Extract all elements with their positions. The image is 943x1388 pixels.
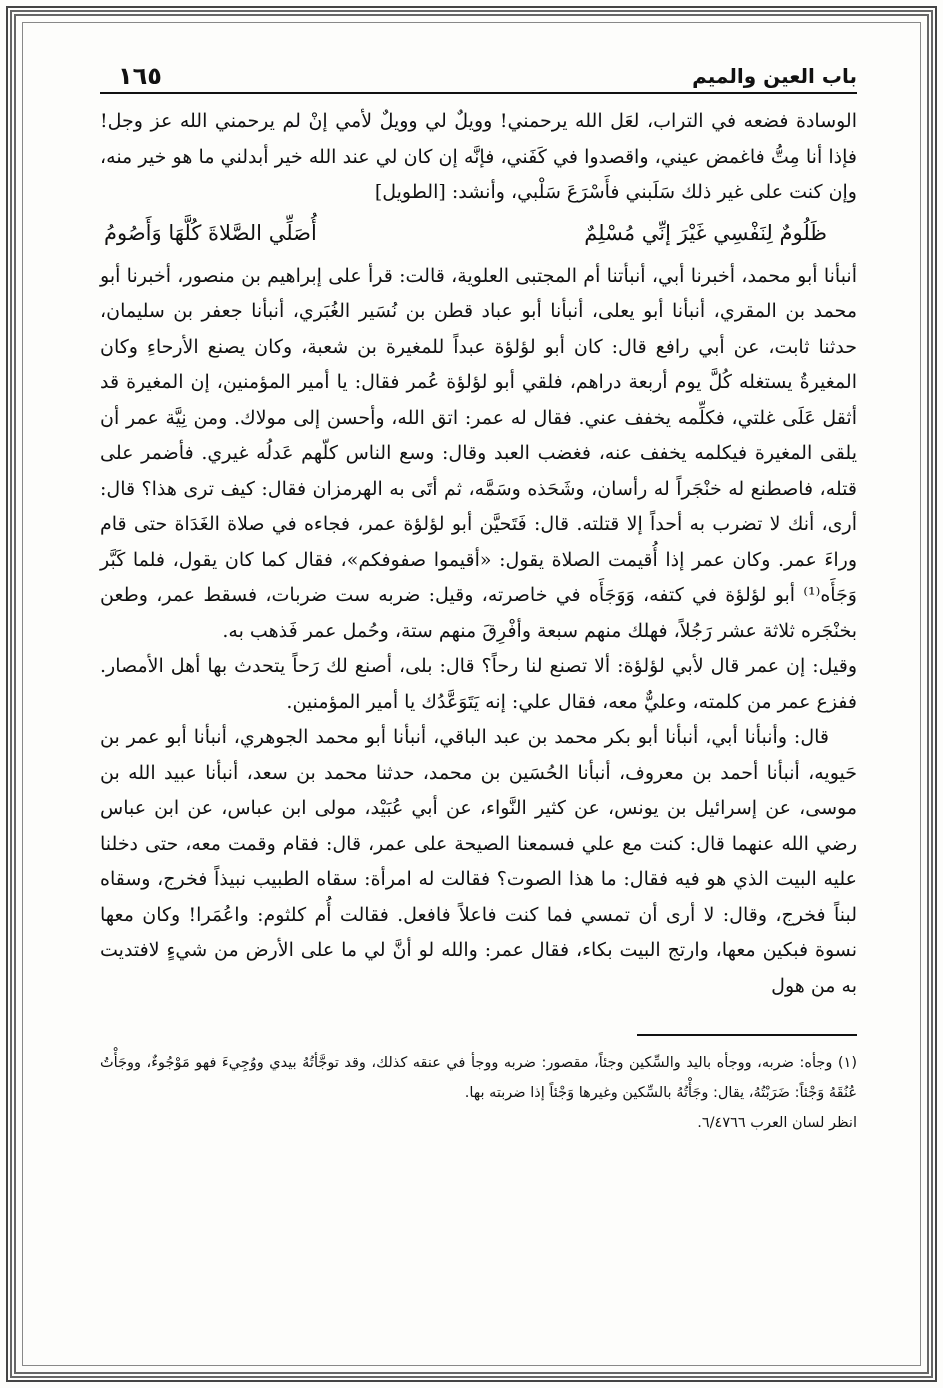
footnote: (١) وجأه: ضربه، ووجأه باليد والسِّكين وجئاً، مقصور: ضربه ووجأ في عنقه كذلك، وقد توجَّأتُهُ بيدي ووُجِيءَ فهو مَوْجُوءٌ، ووجَأْتُ عُنُقَهُ وَجْئاً: ضَرَبْتُهُ، يقال: وجَأْتُهُ بالسِّكين وغيرها وَجْئاً إذا ضربته بها.	[100, 1055, 857, 1101]
poem-verse	[100, 211, 857, 259]
footnote-separator	[637, 1034, 857, 1036]
paragraph	[100, 104, 857, 211]
body-text	[100, 104, 857, 1004]
paragraph: قال: وأنبأنا أبي، أنبأنا أبو بكر محمد بن عبد الباقي، أنبأنا أبو محمد الجوهري، أنبأنا أبو عمر بن حَيويه، أنبأنا أحمد بن معروف، أنبأنا الحُسَين بن محمد، حدثنا محمد بن سعد، أنبأنا عبيد الله بن موسى، عن إسرائيل بن يونس، عن كثير النَّواء، عن أبي عُبَيْد، مولى ابن عباس، عن ابن عباس رضي الله عنهما قال: كنت مع علي فسمعنا الصيحة على عمر، قال: فقام وقمت معه، حتى دخلنا عليه البيت الذي هو فيه فقال: ما هذا الصوت؟ فقالت له امرأة: سقاه الطبيب نبيذاً فخرج، وسقاه لبناً فخرج، وقال: لا أرى أن تمسي فما كنت فاعلاً فافعل. فقالت أُم كلثوم: واعُمَرا! وكان معها نسوة فبكين معها، وارتج البيت بكاء، فقال عمر: والله لو أنَّ لي ما على الأرض من شيءٍ لافتديت به من هول	[100, 726, 858, 997]
page-number: ١٦٥	[118, 62, 162, 90]
paragraph-text: الوسادة فضعه في التراب، لعَل الله يرحمني! وويلٌ لي وويلٌ لأمي إنْ لم يرحمني الله عز وجل! فإذا أنا مِتُّ فاغمض عيني، واقصدوا في كَفَني، فإنَّه إن كان لي عند الله خير أبدلني ما هو خير منه، وإن كنت على غير ذلك سَلَبني فأَسْرَعَ سَلْبي، وأنشد:	[100, 110, 857, 203]
footnote-reference: انظر لسان العرب ٦/٤٧٦٦.	[697, 1115, 857, 1131]
paragraph: أنبأنا أبو محمد، أخبرنا أبي، أنبأتنا أم المجتبى العلوية، قالت: قرأ على إبراهيم بن منصور، أخبرنا أبو محمد بن المقري، أنبأنا أبو يعلى، أنبأنا أبو عباد قطن بن نُسَير الغُبَري، أنبأنا جعفر بن سليمان، حدثنا ثابت، عن أبي رافع قال: كان أبو لؤلؤة عبداً للمغيرة بن شعبة، وكان يصنع الأرحاءِ وكان المغيرةُ يستغله كُلَّ يوم أربعة دراهم، فلقي أبو لؤلؤة عُمر فقال: يا أمير المؤمنين، إن المغيرة قد أثقل عَلَى غلتي، فكلِّمه يخفف عني. فقال له عمر: اتق الله، وأحسن إلى مولاك. ومن نِيَّة عمر أن يلقى المغيرة فيكلمه يخفف عنه، فغضب العبد وقال: وسع الناس كلّهم عَدلُه غيري. فأضمر على قتله، فاصطنع له خنْجَراً له رأسان، وشَحَذه وسَمَّه، ثم أتَى به الهرمزان فقال: كيف ترى هذا؟ قال: أرى، أنك لا تضرب به أحداً إلا قتلته. قال: فَتَحيَّن أبو لؤلؤة عمر، فجاءه في صلاة الغَدَاة حتى قام وراءَ عمر. وكان عمر إذا أُقيمت الصلاة يقول: «أقيموا صفوفكم»، فقال كما كان يقول، فلما كَبَّر وَجَأَه⁽¹⁾ أبو لؤلؤة في كتفه، وَوَجَأَه في خاصرته، وقيل: ضربه ست ضربات، فسقط عمر، وطعن بخنْجَره ثلاثة عشر رَجُلاً، فهلك منهم سبعة وأفْرِقَ منهم ستة، وحُمل عمر فَذهب به.	[100, 264, 857, 642]
verse-hemistich-second: أُصَلِّي الصَّلاةَ كُلَّهَا وَأَصُومُ	[104, 220, 317, 245]
page-header	[100, 52, 857, 94]
footnotes	[100, 1048, 857, 1138]
paragraph: وقيل: إن عمر قال لأبي لؤلؤة: ألا تصنع لنا رحاً؟ قال: بلى، أصنع لك رَحاً يتحدث بها أهل الأمصار. ففزع عمر من كلمته، وعليٌّ معه، فقال علي: إنه يَتَوَعَّدُك يا أمير المؤمنين.	[100, 655, 857, 713]
meter-tag: [الطويل]	[374, 181, 446, 203]
book-page	[100, 52, 857, 1328]
chapter-title: باب العين والميم	[692, 64, 857, 88]
verse-hemistich-first: ظَلُومٌ لِنَفْسِي غَيْرَ إنِّي مُسْلِمٌ	[584, 220, 827, 245]
